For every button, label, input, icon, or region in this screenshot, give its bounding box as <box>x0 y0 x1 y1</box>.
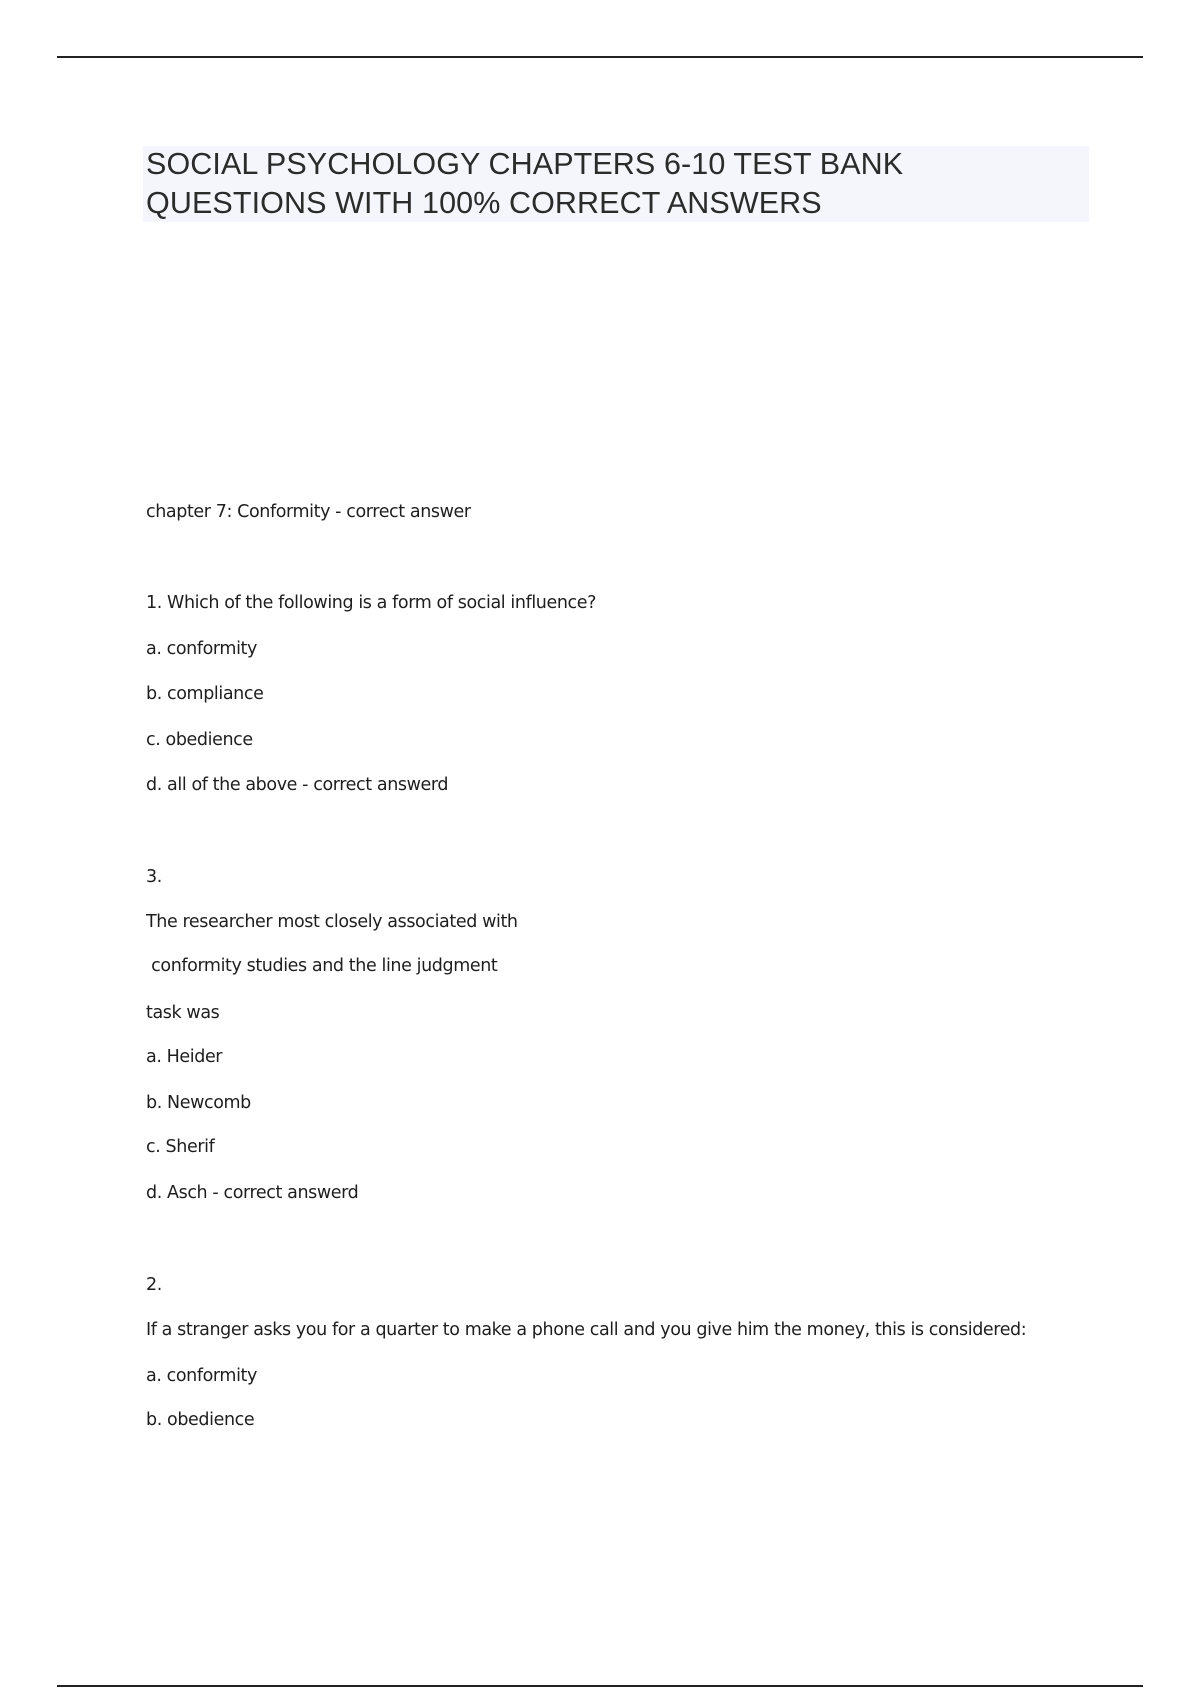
question-1-option-c: c. obedience <box>146 730 253 750</box>
question-3-option-d: d. Asch - correct answerd <box>146 1183 359 1203</box>
question-2-prompt: If a stranger asks you for a quarter to make a phone call and you give him the money, this is considered: <box>146 1320 1027 1340</box>
header-rule <box>57 56 1143 58</box>
question-2-option-a: a. conformity <box>146 1366 257 1386</box>
document-title-line-2: QUESTIONS WITH 100% CORRECT ANSWERS <box>146 186 822 220</box>
question-3-option-b: b. Newcomb <box>146 1093 251 1113</box>
question-3-option-c: c. Sherif <box>146 1137 215 1157</box>
question-3-option-a: a. Heider <box>146 1047 223 1067</box>
question-3-prompt-line-1: The researcher most closely associated with <box>146 912 518 932</box>
question-2-number: 2. <box>146 1275 162 1295</box>
chapter-heading: chapter 7: Conformity - correct answer <box>146 502 471 522</box>
question-1-option-a: a. conformity <box>146 639 257 659</box>
question-3-number: 3. <box>146 867 162 887</box>
question-1-option-d: d. all of the above - correct answerd <box>146 775 449 795</box>
question-2-option-b: b. obedience <box>146 1410 255 1430</box>
footer-rule <box>57 1685 1143 1687</box>
question-1-prompt: 1. Which of the following is a form of social influence? <box>146 593 597 613</box>
question-3-prompt-line-2: conformity studies and the line judgment <box>146 956 498 976</box>
document-title-line-1: SOCIAL PSYCHOLOGY CHAPTERS 6-10 TEST BANK <box>146 147 904 181</box>
question-1-option-b: b. compliance <box>146 684 264 704</box>
question-3-prompt-line-3: task was <box>146 1003 220 1023</box>
